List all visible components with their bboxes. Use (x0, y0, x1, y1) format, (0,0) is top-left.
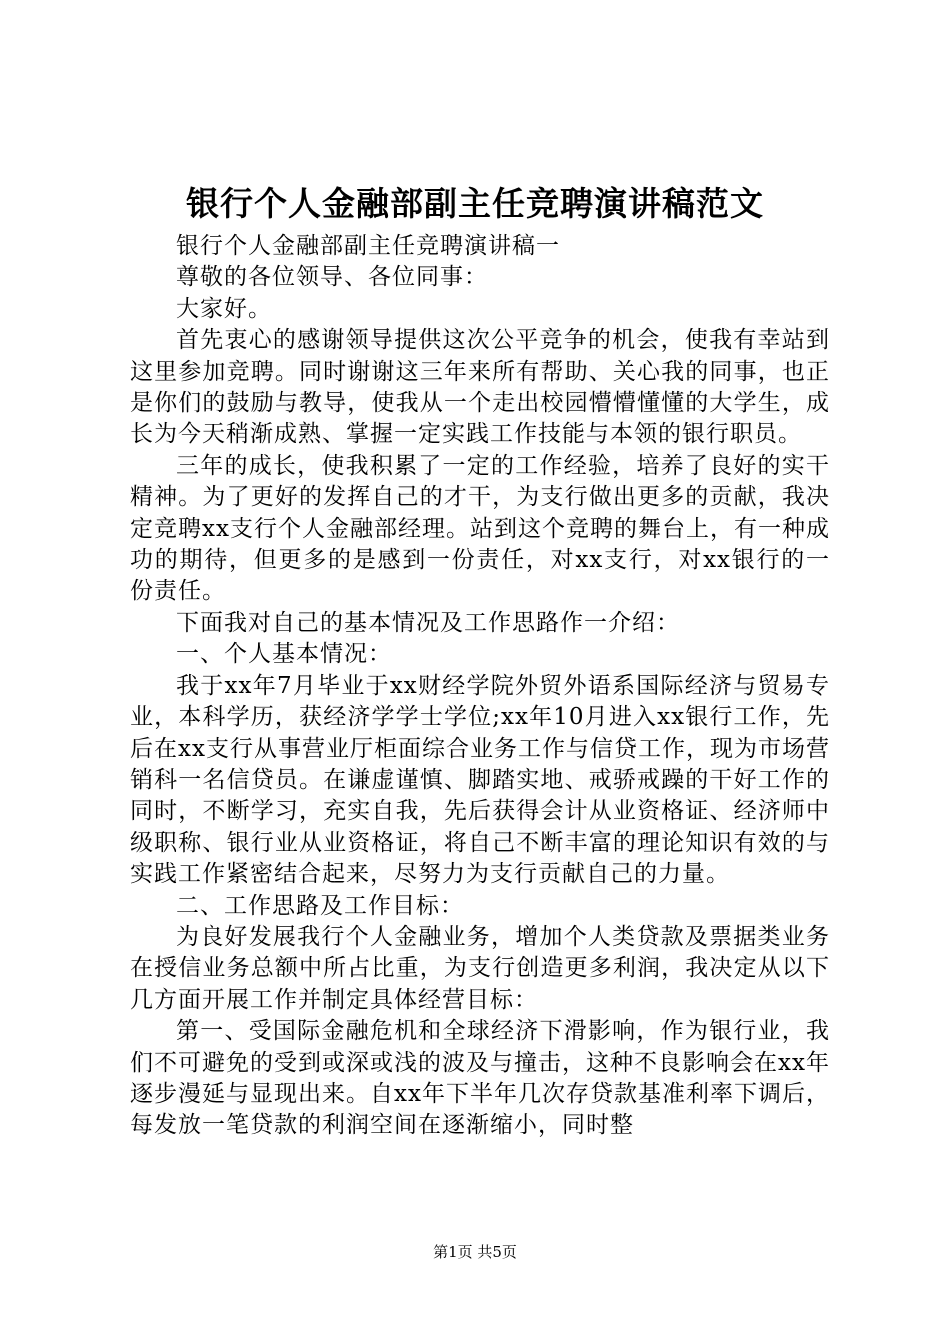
paragraph-first-point: 第一、受国际金融危机和全球经济下滑影响，作为银行业，我们不可避免的受到或深或浅的波及与撞击，这种不良影响会在xx年逐步漫延与显现出来。自xx年下半年几次存贷款基准利率下调后，每发放一笔贷款的利润空间在逐渐缩小，同时整 (130, 1018, 830, 1139)
section-heading-goals: 二、工作思路及工作目标： (176, 892, 464, 919)
document-title: 银行个人金融部副主任竞聘演讲稿范文 (186, 184, 764, 223)
paragraph-growth: 三年的成长，使我积累了一定的工作经验，培养了良好的实干精神。为了更好的发挥自己的才干，为支行做出更多的贡献，我决定竞聘xx支行个人金融部经理。站到这个竞聘的舞台上，有一种成功的期待，但更多的是感到一份责任，对xx支行，对xx银行的一份责任。 (130, 452, 830, 605)
paragraph-subtitle: 银行个人金融部副主任竞聘演讲稿一 (176, 233, 560, 259)
paragraph-intro: 下面我对自己的基本情况及工作思路作一介绍： (176, 609, 680, 636)
paragraph-greeting: 大家好。 (176, 295, 272, 322)
page-number-footer: 第1页 共5页 (433, 1243, 517, 1261)
paragraph-salutation: 尊敬的各位领导、各位同事： (176, 264, 488, 291)
document-body (130, 231, 830, 1142)
paragraph-personal: 我于xx年7月毕业于xx财经学院外贸外语系国际经济与贸易专业，本科学历，获经济学学士学位;xx年10月进入xx银行工作，先后在xx支行从事营业厅柜面综合业务工作与信贷工作，现为市场营销科一名信贷员。在谦虚谨慎、脚踏实地、戒骄戒躁的干好工作的同时，不断学习，充实自我，先后获得会计从业资格证、经济师中级职称、银行业从业资格证，将自己不断丰富的理论知识有效的与实践工作紧密结合起来，尽努力为支行贡献自己的力量。 (130, 672, 830, 888)
paragraph-thanks: 首先衷心的感谢领导提供这次公平竞争的机会，使我有幸站到这里参加竞聘。同时谢谢这三年来所有帮助、关心我的同事，也正是你们的鼓励与教导，使我从一个走出校园懵懵懂懂的大学生，成长为今天稍渐成熟、掌握一定实践工作技能与本领的银行职员。 (130, 327, 830, 448)
paragraph-goals: 为良好发展我行个人金融业务，增加个人类贷款及票据类业务在授信业务总额中所占比重，为支行创造更多利润，我决定从以下几方面开展工作并制定具体经营目标： (130, 923, 830, 1013)
section-heading-personal: 一、个人基本情况： (176, 641, 392, 668)
